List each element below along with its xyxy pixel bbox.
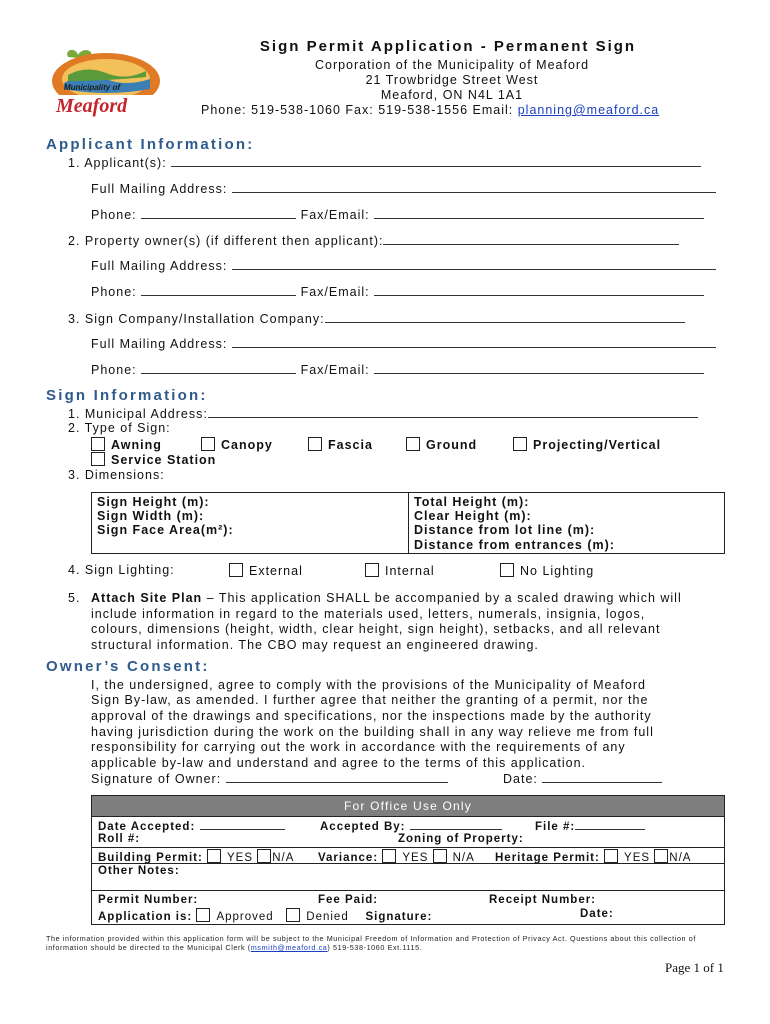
applicant-mailing-field[interactable] bbox=[232, 181, 716, 193]
awning-checkbox[interactable] bbox=[91, 437, 105, 451]
dimensions-divider bbox=[408, 493, 409, 553]
sign-width-label: Sign Width (m): bbox=[97, 509, 205, 523]
roll-number-label: Roll #: bbox=[98, 833, 141, 845]
date-accepted-field[interactable] bbox=[200, 819, 285, 830]
type-of-sign-label: 2. Type of Sign: bbox=[68, 421, 171, 435]
fax-label: Fax/Email: bbox=[300, 363, 370, 377]
heritage-permit-row bbox=[495, 849, 691, 864]
site-plan-line-2: include information in regard to the materials used, letters, numerals, insignia, logos, bbox=[91, 607, 646, 621]
privacy-notice-line-2 bbox=[46, 943, 422, 952]
internal-checkbox[interactable] bbox=[365, 563, 379, 577]
approved-checkbox[interactable] bbox=[196, 908, 210, 922]
accepted-by-label: Accepted By: bbox=[320, 821, 406, 833]
type-projecting[interactable] bbox=[513, 437, 661, 452]
external-label: External bbox=[249, 564, 303, 578]
office-date-label: Date: bbox=[580, 908, 614, 920]
phone-label: Phone: bbox=[91, 285, 137, 299]
clerk-email-link[interactable]: msmith@meaford.ca bbox=[250, 943, 328, 952]
site-plan-text-1: – This application SHALL be accompanied by a scaled drawing which will bbox=[202, 591, 682, 605]
municipal-address-label: 1. Municipal Address: bbox=[68, 407, 208, 421]
building-permit-yes-checkbox[interactable] bbox=[207, 849, 221, 863]
type-canopy[interactable] bbox=[201, 437, 273, 452]
denied-label: Denied bbox=[306, 911, 349, 923]
phone-label: Phone: bbox=[91, 208, 137, 222]
mailing-label: Full Mailing Address: bbox=[91, 259, 228, 273]
fax-label: Fax/Email: bbox=[300, 208, 370, 222]
owner-date-label: Date: bbox=[503, 772, 538, 786]
privacy-suffix: ) 519-538-1060 Ext.1115. bbox=[327, 943, 423, 952]
logo-text-small: Municipality of bbox=[64, 83, 120, 92]
sign-face-area-label: Sign Face Area(m²): bbox=[97, 523, 234, 537]
variance-yes-checkbox[interactable] bbox=[382, 849, 396, 863]
fax-label: Fax/Email: bbox=[300, 285, 370, 299]
site-plan-bold: Attach Site Plan bbox=[91, 591, 203, 605]
site-plan-line-4: structural information. The CBO may request an engineered drawing. bbox=[91, 638, 539, 652]
projecting-label: Projecting/Vertical bbox=[533, 438, 662, 452]
consent-line-6: applicable by-law and understand and agree to the terms of this application. bbox=[91, 756, 587, 770]
office-divider bbox=[92, 816, 724, 817]
office-divider bbox=[92, 847, 724, 848]
applicant-mailing-row bbox=[91, 181, 716, 196]
consent-line-1: I, the undersigned, agree to comply with the provisions of the Municipality of Meaford bbox=[91, 678, 647, 692]
office-divider bbox=[92, 890, 724, 891]
owner-phone-field[interactable] bbox=[141, 284, 296, 296]
owner-signature-label: Signature of Owner: bbox=[91, 772, 222, 786]
office-divider bbox=[92, 863, 724, 864]
owner-signature-row bbox=[91, 771, 448, 786]
type-ground[interactable] bbox=[406, 437, 477, 452]
privacy-notice-line-1: The information provided within this application form will be subject to the Municipal Freedom of Information and Protection of Privacy Act. Questions about this collection of bbox=[46, 934, 696, 943]
building-permit-na-checkbox[interactable] bbox=[257, 849, 271, 863]
office-use-box bbox=[91, 795, 725, 925]
distance-entrances-label: Distance from entrances (m): bbox=[414, 538, 615, 552]
owner-mailing-field[interactable] bbox=[232, 258, 716, 270]
variance-row bbox=[318, 849, 475, 864]
sign-height-label: Sign Height (m): bbox=[97, 495, 210, 509]
no-lighting-checkbox[interactable] bbox=[500, 563, 514, 577]
consent-line-2: Sign By-law, as amended. I further agree that neither the granting of a permit, nor the bbox=[91, 693, 649, 707]
company-mailing-field[interactable] bbox=[232, 336, 716, 348]
approved-label: Approved bbox=[216, 911, 274, 923]
external-checkbox[interactable] bbox=[229, 563, 243, 577]
service-station-checkbox[interactable] bbox=[91, 452, 105, 466]
sign-company-field[interactable] bbox=[325, 311, 685, 323]
privacy-prefix: information should be directed to the Municipal Clerk ( bbox=[46, 943, 251, 952]
office-signature-label: Signature: bbox=[365, 911, 433, 923]
building-permit-label: Building Permit: bbox=[98, 852, 203, 864]
fascia-label: Fascia bbox=[328, 438, 373, 452]
email-link[interactable]: planning@meaford.ca bbox=[517, 103, 660, 117]
page-title: Sign Permit Application - Permanent Sign bbox=[259, 38, 637, 55]
date-accepted-row bbox=[98, 819, 285, 833]
permit-number-label: Permit Number: bbox=[98, 894, 199, 906]
applicant-label: 1. Applicant(s): bbox=[68, 156, 167, 170]
sign-company-label: 3. Sign Company/Installation Company: bbox=[68, 312, 325, 326]
consent-line-3: approval of the drawings and specifications, nor the inspections made by the authority bbox=[91, 709, 652, 723]
variance-label: Variance: bbox=[318, 852, 379, 864]
internal-label: Internal bbox=[385, 564, 435, 578]
variance-na-checkbox[interactable] bbox=[433, 849, 447, 863]
lighting-internal[interactable] bbox=[365, 563, 435, 578]
canopy-label: Canopy bbox=[221, 438, 273, 452]
awning-label: Awning bbox=[111, 438, 162, 452]
heritage-yes-checkbox[interactable] bbox=[604, 849, 618, 863]
ground-checkbox[interactable] bbox=[406, 437, 420, 451]
service-station-label: Service Station bbox=[111, 453, 217, 467]
owner-label: 2. Property owner(s) (if different then applicant): bbox=[68, 234, 384, 248]
file-number-label: File #: bbox=[535, 821, 576, 833]
company-phone-row bbox=[91, 362, 704, 377]
applicant-field[interactable] bbox=[171, 155, 701, 167]
office-use-header: For Office Use Only bbox=[92, 796, 724, 816]
na-label: N/A bbox=[452, 852, 475, 864]
file-number-row bbox=[535, 819, 645, 833]
consent-line-5: responsibility for carrying out the work in accordance with the requirements of any bbox=[91, 740, 626, 754]
clear-height-label: Clear Height (m): bbox=[414, 509, 532, 523]
page-number: Page 1 of 1 bbox=[665, 960, 724, 975]
applicant-row bbox=[68, 155, 701, 170]
total-height-label: Total Height (m): bbox=[414, 495, 530, 509]
canopy-checkbox[interactable] bbox=[201, 437, 215, 451]
sign-company-row bbox=[68, 311, 685, 326]
municipal-address-field[interactable] bbox=[208, 406, 698, 418]
other-notes-label: Other Notes: bbox=[98, 865, 180, 877]
heritage-permit-label: Heritage Permit: bbox=[495, 852, 600, 864]
accepted-by-field[interactable] bbox=[410, 819, 502, 830]
sign-section-title: Sign Information: bbox=[46, 387, 208, 404]
heritage-na-checkbox[interactable] bbox=[654, 849, 668, 863]
org-line-3: Meaford, ON N4L 1A1 bbox=[380, 88, 524, 102]
lighting-external[interactable] bbox=[229, 563, 303, 578]
applicant-section-title: Applicant Information: bbox=[46, 136, 255, 153]
mailing-label: Full Mailing Address: bbox=[91, 182, 228, 196]
na-label: N/A bbox=[669, 852, 692, 864]
mailing-label: Full Mailing Address: bbox=[91, 337, 228, 351]
yes-label: YES bbox=[227, 852, 254, 864]
company-mailing-row bbox=[91, 336, 716, 351]
yes-label: YES bbox=[624, 852, 651, 864]
accepted-by-row bbox=[320, 819, 502, 833]
municipal-address-row bbox=[68, 406, 698, 421]
owner-phone-row bbox=[91, 284, 704, 299]
logo-text-big: Meaford bbox=[56, 95, 128, 117]
yes-label: YES bbox=[402, 852, 429, 864]
na-label: N/A bbox=[272, 852, 295, 864]
org-line-1: Corporation of the Municipality of Meaford bbox=[314, 58, 590, 72]
type-fascia[interactable] bbox=[308, 437, 373, 452]
application-status-row bbox=[98, 908, 432, 923]
consent-section-title: Owner’s Consent: bbox=[46, 658, 210, 675]
site-plan-line-3: colours, dimensions (height, width, clear height, sign height), setbacks, and all relevant bbox=[91, 622, 661, 636]
projecting-checkbox[interactable] bbox=[513, 437, 527, 451]
applicant-fax-field[interactable] bbox=[374, 207, 704, 219]
receipt-number-label: Receipt Number: bbox=[489, 894, 597, 906]
zoning-row bbox=[398, 833, 524, 845]
ground-label: Ground bbox=[426, 438, 478, 452]
phone-label: Phone: bbox=[91, 363, 137, 377]
owner-date-field[interactable] bbox=[542, 771, 662, 783]
site-plan-line-1 bbox=[91, 591, 682, 605]
date-accepted-label: Date Accepted: bbox=[98, 821, 196, 833]
applicant-phone-field[interactable] bbox=[141, 207, 296, 219]
applicant-phone-row bbox=[91, 207, 704, 222]
fascia-checkbox[interactable] bbox=[308, 437, 322, 451]
owner-row bbox=[68, 233, 679, 248]
company-phone-field[interactable] bbox=[141, 362, 296, 374]
application-is-label: Application is: bbox=[98, 911, 193, 923]
distance-lot-line-label: Distance from lot line (m): bbox=[414, 523, 596, 537]
consent-line-4: having jurisdiction during the work on the building shall in any way relieve me from full bbox=[91, 725, 654, 739]
lighting-none[interactable] bbox=[500, 563, 594, 578]
site-plan-number: 5. bbox=[68, 591, 81, 605]
type-service-station[interactable] bbox=[91, 452, 216, 467]
zoning-label: Zoning of Property: bbox=[398, 833, 524, 845]
denied-checkbox[interactable] bbox=[286, 908, 300, 922]
file-number-field[interactable] bbox=[575, 819, 645, 830]
owner-fax-field[interactable] bbox=[374, 284, 704, 296]
dimensions-table bbox=[91, 492, 725, 554]
dimensions-label: 3. Dimensions: bbox=[68, 468, 165, 482]
sign-lighting-label: 4. Sign Lighting: bbox=[68, 563, 175, 577]
owner-mailing-row bbox=[91, 258, 716, 273]
contact-line bbox=[201, 103, 659, 117]
no-lighting-label: No Lighting bbox=[520, 564, 595, 578]
owner-signature-field[interactable] bbox=[226, 771, 448, 783]
building-permit-row bbox=[98, 849, 294, 864]
owner-field[interactable] bbox=[383, 233, 679, 245]
contact-prefix: Phone: 519-538-1060 Fax: 519-538-1556 Email: bbox=[201, 103, 518, 117]
fee-paid-label: Fee Paid: bbox=[318, 894, 379, 906]
company-fax-field[interactable] bbox=[374, 362, 704, 374]
org-line-2: 21 Trowbridge Street West bbox=[365, 73, 539, 87]
type-awning[interactable] bbox=[91, 437, 162, 452]
owner-date-row bbox=[503, 771, 662, 786]
